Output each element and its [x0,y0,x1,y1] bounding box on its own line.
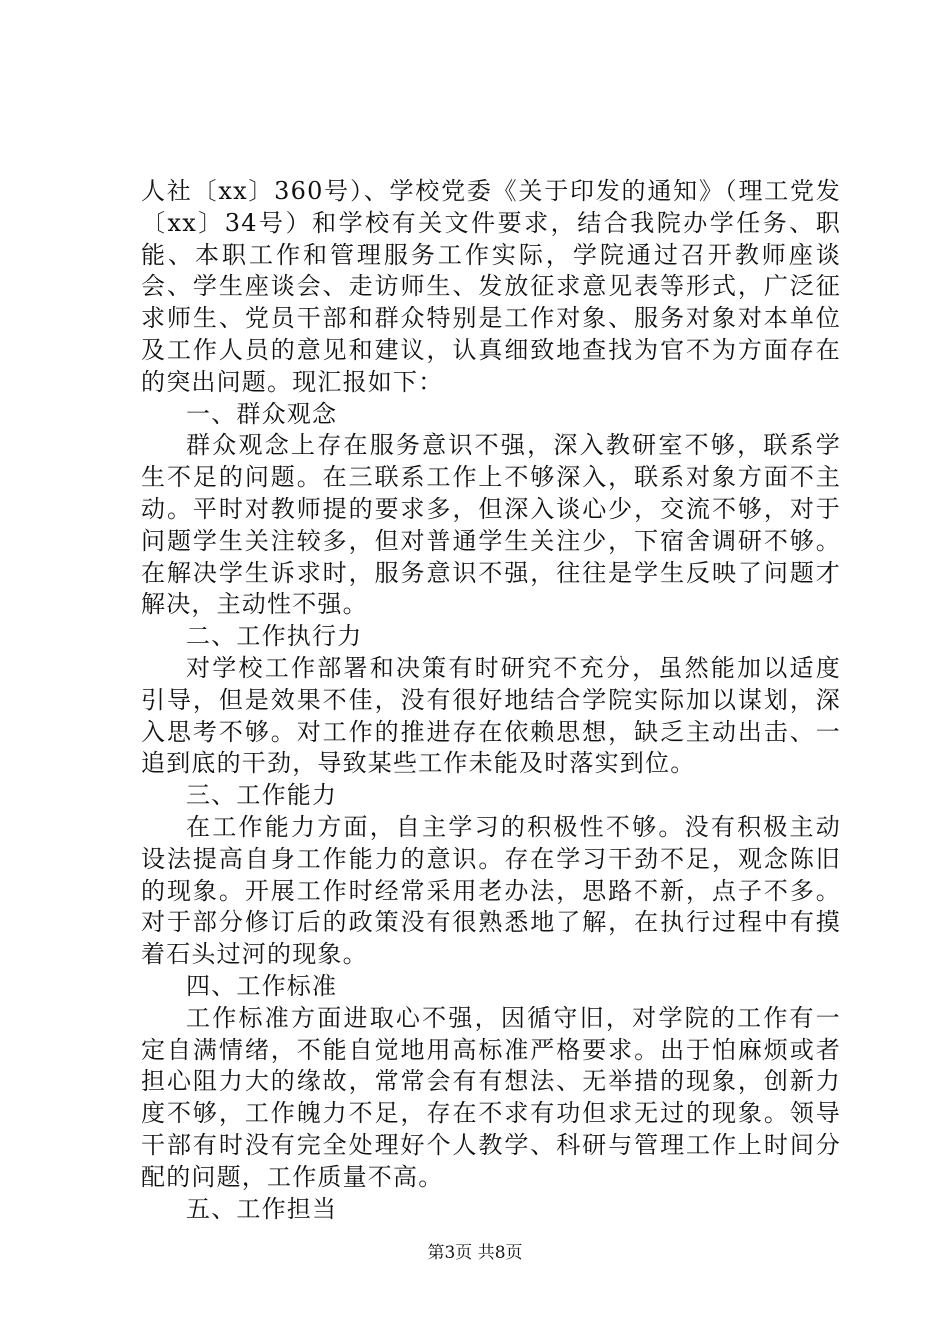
section-paragraph-2: 对学校工作部署和决策有时研究不充分，虽然能加以适度引导，但是效果不佳，没有很好地结合学院实际加以谋划，深入思考不够。对工作的推进存在依赖思想，缺乏主动出击、一追到底的干劲，导致某些工作未能及时落实到位。 [141,653,841,778]
section-heading-4: 四、工作标准 [186,971,338,1000]
section-heading-3: 三、工作能力 [186,781,338,810]
section-heading-1: 一、群众观念 [186,399,338,428]
section-paragraph-1: 群众观念上存在服务意识不强，深入教研室不够，联系学生不足的问题。在三联系工作上不够深入，联系对象方面不主动。平时对教师提的要求多，但深入谈心少，交流不够，对于问题学生关注较多，但对普通学生关注少，下宿舍调研不够。在解决学生诉求时，服务意识不强，往往是学生反映了问题才解决，主动性不强。 [141,431,841,619]
intro-paragraph: 人社〔xx〕360号）、学校党委《关于印发的通知》（理工党发〔xx〕34号）和学校有关文件要求，结合我院办学任务、职能、本职工作和管理服务工作实际，学院通过召开教师座谈会、学生座谈会、走访师生、发放征求意见表等形式，广泛征求师生、党员干部和群众特别是工作对象、服务对象对本单位及工作人员的意见和建议，认真细致地查找为官不为方面存在的突出问题。现汇报如下： [141,177,841,396]
section-heading-2: 二、工作执行力 [186,622,363,651]
page-number-footer: 第3页 共8页 [427,1243,523,1263]
document-body [141,176,841,1225]
section-paragraph-4: 工作标准方面进取心不强，因循守旧，对学院的工作有一定自满情绪，不能自觉地用高标准严格要求。出于怕麻烦或者担心阻力大的缘故，常常会有有想法、无举措的现象，创新力度不够，工作魄力不足，存在不求有功但求无过的现象。领导干部有时没有完全处理好个人教学、科研与管理工作上时间分配的问题，工作质量不高。 [141,1003,841,1191]
section-heading-5: 五、工作担当 [186,1194,338,1223]
section-paragraph-3: 在工作能力方面，自主学习的积极性不够。没有积极主动设法提高自身工作能力的意识。存在学习干劲不足，观念陈旧的现象。开展工作时经常采用老办法，思路不新，点子不多。对于部分修订后的政策没有很熟悉地了解，在执行过程中有摸着石头过河的现象。 [141,812,841,969]
